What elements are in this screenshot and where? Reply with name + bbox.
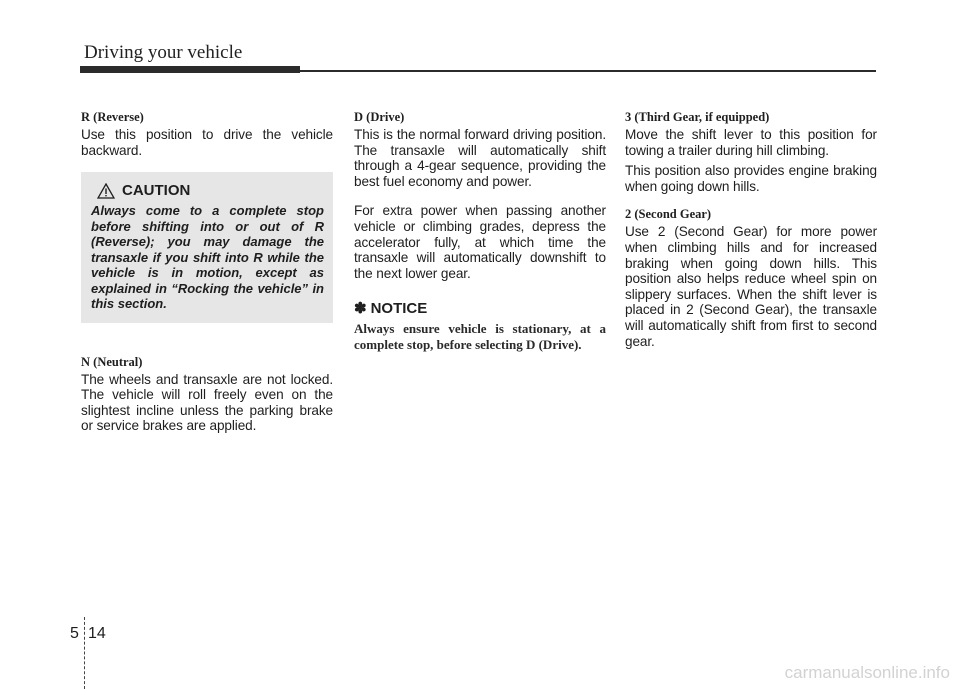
third-gear-heading: 3 (Third Gear, if equipped): [625, 110, 770, 124]
drive-text-1: This is the normal forward driving position. The transaxle will automatically shift through a 4-gear sequence, providing the best fuel economy and power.: [354, 127, 606, 189]
notice-header: [354, 299, 606, 317]
third-gear-text-2: This position also provides engine braking when going down hills.: [625, 163, 877, 194]
page-number-divider: [84, 617, 85, 689]
notice-text: Always ensure vehicle is stationary, at a complete stop, before selecting D (Drive).: [354, 321, 606, 353]
third-gear-text-1: Move the shift lever to this position for towing a trailer during hill climbing.: [625, 127, 877, 158]
neutral-text: The wheels and transaxle are not locked. The vehicle will roll freely even on the slightest incline unless the parking brake or service brakes are applied.: [81, 371, 333, 434]
page-header-title: Driving your vehicle: [84, 42, 243, 63]
asterisk-icon: ✽: [354, 300, 367, 318]
page-number: 14: [88, 625, 106, 642]
caution-text: Always come to a complete stop before shifting into or out of R (Reverse); you may damage the transaxle if you shift into R while the vehicle is in motion, except as explained in “Rocking the vehicle” in this section.: [91, 203, 324, 312]
section-number: 5: [70, 625, 79, 642]
drive-text-2: For extra power when passing another vehicle or climbing grades, depress the accelerator fully, at which time the transaxle will automatically downshift to the next lower gear.: [354, 203, 606, 281]
watermark: carmanualsonline.info: [784, 663, 950, 682]
header-rule-thin: [300, 70, 876, 72]
column-left: [81, 110, 333, 434]
column-middle: [354, 110, 606, 353]
caution-title: CAUTION: [122, 182, 191, 200]
second-gear-heading: 2 (Second Gear): [625, 207, 712, 222]
caution-header: [91, 182, 324, 199]
warning-triangle-icon: [97, 183, 115, 199]
notice-title: NOTICE: [370, 299, 428, 317]
drive-heading: D (Drive): [354, 110, 405, 124]
column-right: [625, 110, 877, 349]
reverse-text: Use this position to drive the vehicle backward.: [81, 127, 333, 158]
second-gear-text: Use 2 (Second Gear) for more power when climbing hills and for increased braking when going down hills. This position also helps reduce wheel spin on slippery surfaces. When the shift lever is placed in 2 (Second Gear), the transaxle will automatically shift from first to second gear.: [625, 224, 877, 349]
caution-box: [81, 172, 333, 323]
neutral-heading: N (Neutral): [81, 354, 143, 369]
header-rule-thick: [80, 66, 300, 73]
reverse-heading: R (Reverse): [81, 110, 144, 124]
